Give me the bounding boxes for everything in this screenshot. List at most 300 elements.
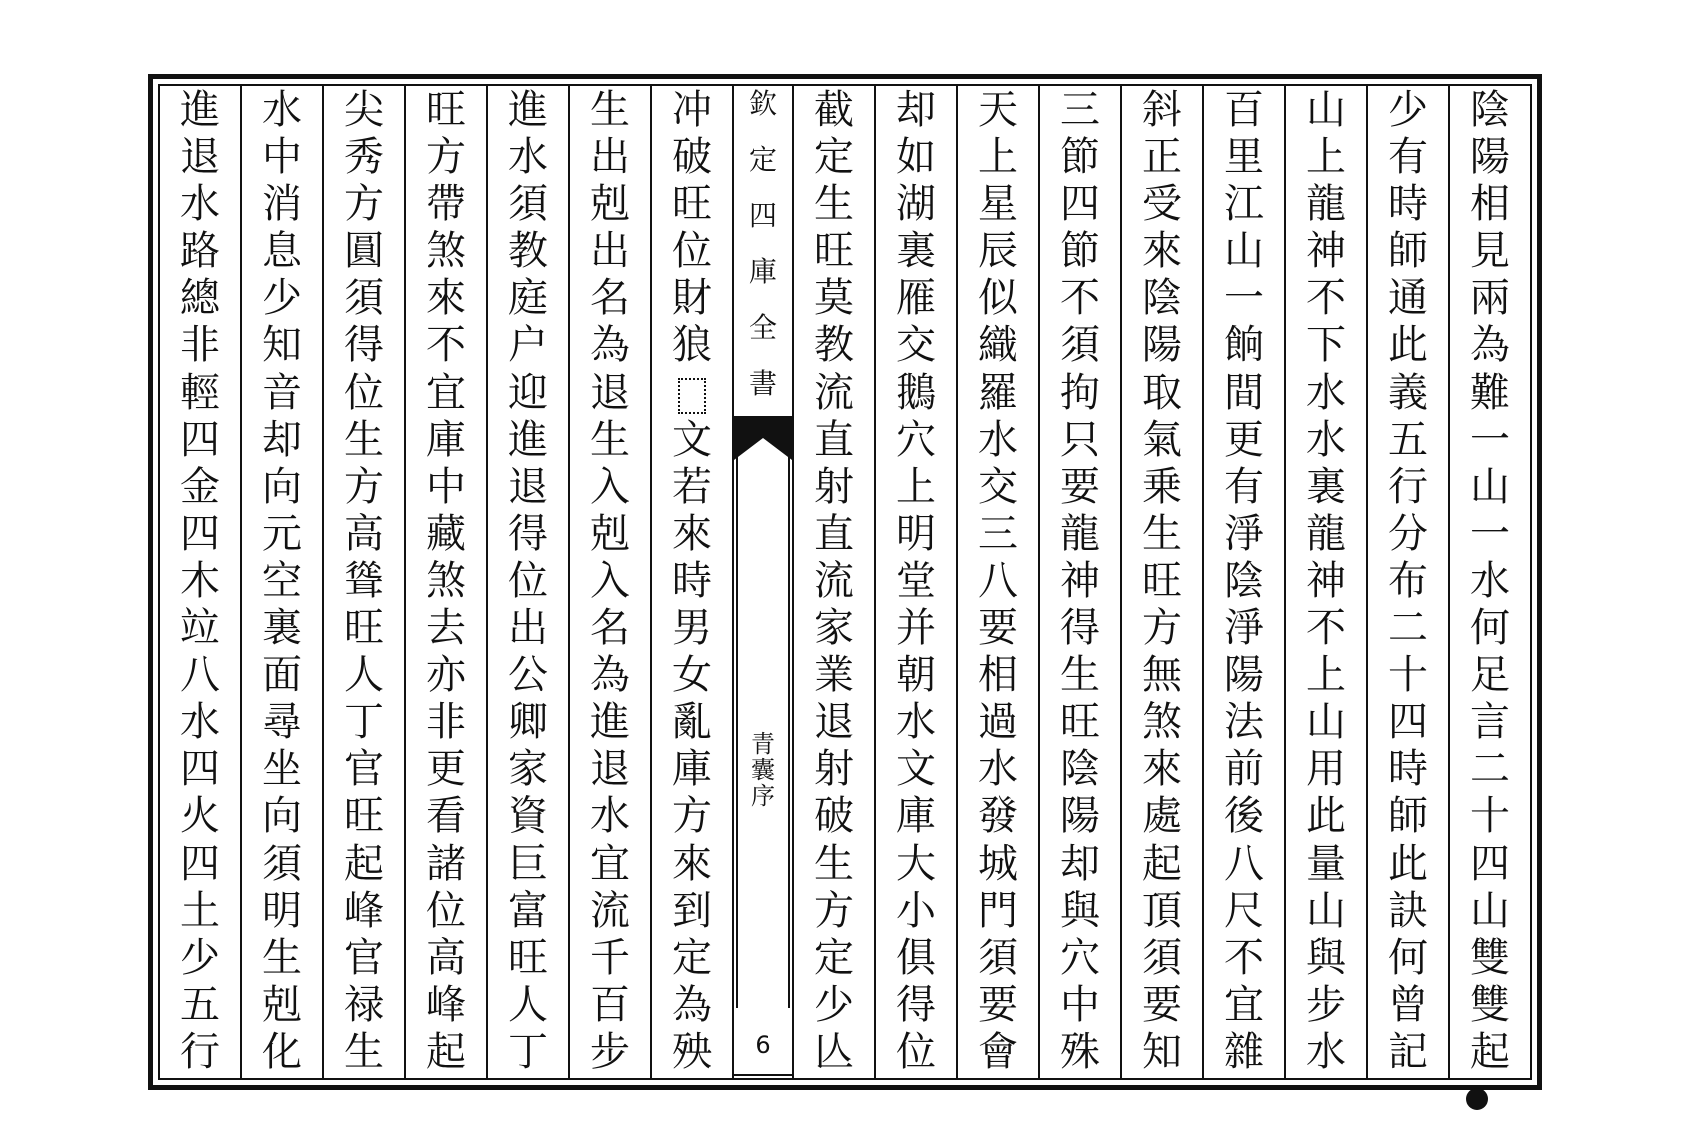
character: 不 [1306, 605, 1346, 652]
character: 為 [1470, 322, 1510, 369]
character: 人 [344, 652, 384, 699]
character: 剋 [590, 510, 630, 557]
character: 并 [896, 605, 936, 652]
character: 家 [508, 746, 548, 793]
character: 户 [508, 322, 548, 369]
character: 方 [426, 134, 466, 181]
character: 位 [896, 1028, 936, 1075]
text-column [1120, 86, 1202, 1078]
character: 總 [180, 275, 220, 322]
character: 量 [1306, 840, 1346, 887]
character: 息 [262, 228, 302, 275]
character: 法 [1224, 699, 1264, 746]
character: 火 [180, 793, 220, 840]
character: 丁 [508, 1028, 548, 1075]
character: 水 [590, 793, 630, 840]
text-grid [158, 84, 1532, 1080]
character: 前 [1224, 746, 1264, 793]
character: 中 [1060, 981, 1100, 1028]
character: 間 [1224, 369, 1264, 416]
text-column [568, 86, 650, 1078]
character: 一 [1470, 510, 1510, 557]
character: 水 [262, 87, 302, 133]
character: 丁 [344, 699, 384, 746]
character: 生 [814, 840, 854, 887]
character: 分 [1388, 510, 1428, 557]
character: 下 [1306, 322, 1346, 369]
character: 處 [1142, 793, 1182, 840]
character: 起 [1142, 840, 1182, 887]
character: 星 [978, 181, 1018, 228]
character: 山 [1306, 887, 1346, 934]
character: 方 [344, 463, 384, 510]
character: 要 [1060, 463, 1100, 510]
character: 四 [1060, 181, 1100, 228]
character: 無 [1142, 652, 1182, 699]
character: 斜 [1142, 87, 1182, 133]
character: 剋 [590, 181, 630, 228]
character: 行 [1388, 463, 1428, 510]
character: 里 [1224, 134, 1264, 181]
book-title-char: 庫 [748, 255, 777, 288]
character: 少 [262, 275, 302, 322]
character: 少 [1388, 87, 1428, 133]
character: 如 [896, 134, 936, 181]
character: 雜 [1224, 1028, 1264, 1075]
fishtail-mark [734, 416, 792, 460]
character: 陽 [1060, 793, 1100, 840]
character: 淨 [1224, 605, 1264, 652]
character: 空 [262, 557, 302, 604]
character: 殃 [672, 1028, 712, 1075]
character: 神 [1306, 228, 1346, 275]
character: 名 [590, 275, 630, 322]
character: 入 [590, 557, 630, 604]
character: 位 [426, 887, 466, 934]
character: 取 [1142, 369, 1182, 416]
character: 却 [896, 87, 936, 133]
character: 只 [1060, 416, 1100, 463]
character: 朝 [896, 652, 936, 699]
character: 家 [814, 605, 854, 652]
character: 去 [426, 605, 466, 652]
character: 湖 [896, 181, 936, 228]
character: 師 [1388, 793, 1428, 840]
character: 山 [1470, 463, 1510, 510]
character: 城 [978, 840, 1018, 887]
character: 煞 [426, 557, 466, 604]
character: 位 [508, 557, 548, 604]
character: 八 [978, 557, 1018, 604]
character: 文 [896, 746, 936, 793]
character: 四 [180, 746, 220, 793]
character: 上 [896, 463, 936, 510]
character: 一 [1470, 416, 1510, 463]
character: 生 [814, 181, 854, 228]
character: 尖 [344, 87, 384, 133]
character: 更 [1224, 416, 1264, 463]
character: 生 [344, 1028, 384, 1075]
character: 退 [590, 746, 630, 793]
character: 百 [1224, 87, 1264, 133]
character: 旺 [344, 793, 384, 840]
character: 更 [426, 746, 466, 793]
character: 水 [508, 134, 548, 181]
character: 方 [344, 181, 384, 228]
section-title [734, 731, 792, 809]
character: 八 [1224, 840, 1264, 887]
character: 財 [672, 275, 712, 322]
character: 向 [262, 463, 302, 510]
character: 氣 [1142, 416, 1182, 463]
character: 生 [590, 416, 630, 463]
character: 煞 [426, 228, 466, 275]
character: 土 [180, 887, 220, 934]
character: 穴 [1060, 934, 1100, 981]
character: 要 [978, 981, 1018, 1028]
character: 定 [814, 934, 854, 981]
character: 須 [978, 934, 1018, 981]
character: 節 [1060, 228, 1100, 275]
character: 庫 [426, 416, 466, 463]
character: 生 [590, 87, 630, 133]
character: 人 [508, 981, 548, 1028]
character: 進 [508, 416, 548, 463]
character: 山 [1470, 887, 1510, 934]
character: 方 [672, 793, 712, 840]
text-column [1038, 86, 1120, 1078]
character: 水 [180, 181, 220, 228]
character: 少 [814, 981, 854, 1028]
character: 元 [262, 510, 302, 557]
character: 何 [1470, 605, 1510, 652]
character: 冲 [672, 87, 712, 133]
character: 雁 [896, 275, 936, 322]
character: 上 [978, 134, 1018, 181]
character: 旺 [672, 181, 712, 228]
character: 進 [590, 699, 630, 746]
character: 生 [1142, 510, 1182, 557]
character: 時 [1388, 181, 1428, 228]
character: 射 [814, 746, 854, 793]
text-column [1366, 86, 1448, 1078]
character: 神 [1306, 557, 1346, 604]
section-title-char: 囊 [751, 756, 775, 784]
character: 出 [508, 605, 548, 652]
character: 裏 [262, 605, 302, 652]
character: 為 [672, 981, 712, 1028]
page-number: 6 [755, 1031, 771, 1059]
character: 官 [344, 746, 384, 793]
character: 官 [344, 934, 384, 981]
character: 定 [672, 934, 712, 981]
text-column [404, 86, 486, 1078]
character: 陰 [1224, 557, 1264, 604]
character: 消 [262, 181, 302, 228]
character: 水 [978, 416, 1018, 463]
character: 小 [896, 887, 936, 934]
character: 退 [814, 699, 854, 746]
character: 門 [978, 887, 1018, 934]
character: 為 [590, 652, 630, 699]
character: 藏 [426, 510, 466, 557]
character: 此 [1306, 793, 1346, 840]
character: 八 [180, 652, 220, 699]
character: 方 [1142, 605, 1182, 652]
character: 神 [1060, 557, 1100, 604]
character: 女 [672, 652, 712, 699]
character: 起 [1470, 1028, 1510, 1075]
character: 須 [344, 275, 384, 322]
character: 金 [180, 463, 220, 510]
character: 天 [978, 87, 1018, 133]
book-title-char: 書 [748, 367, 777, 400]
text-column [792, 86, 874, 1078]
character: 非 [426, 699, 466, 746]
character: 何 [1388, 934, 1428, 981]
character: 十 [1470, 793, 1510, 840]
character: 起 [344, 840, 384, 887]
text-column [240, 86, 322, 1078]
character: 堂 [896, 557, 936, 604]
character: 百 [590, 981, 630, 1028]
character: 水 [1306, 369, 1346, 416]
character: 不 [1306, 275, 1346, 322]
character: 水 [180, 699, 220, 746]
character: 位 [344, 369, 384, 416]
character: 業 [814, 652, 854, 699]
character: 水 [1470, 557, 1510, 604]
character: 到 [672, 887, 712, 934]
character: 得 [1060, 605, 1100, 652]
character: 淨 [1224, 510, 1264, 557]
character [652, 373, 732, 415]
character: 知 [262, 322, 302, 369]
character: 諸 [426, 840, 466, 887]
character: 明 [262, 887, 302, 934]
character: 明 [896, 510, 936, 557]
text-column [956, 86, 1038, 1078]
character: 為 [590, 322, 630, 369]
character: 若 [672, 463, 712, 510]
character: 來 [1142, 228, 1182, 275]
character: 來 [672, 510, 712, 557]
character: 音 [262, 369, 302, 416]
character: 兩 [1470, 275, 1510, 322]
character: 交 [978, 463, 1018, 510]
character: 尺 [1224, 887, 1264, 934]
character: 亾 [814, 1028, 854, 1075]
text-column [322, 86, 404, 1078]
character: 亦 [426, 652, 466, 699]
character: 名 [590, 605, 630, 652]
character: 二 [1388, 605, 1428, 652]
character: 不 [1224, 934, 1264, 981]
character: 須 [1060, 322, 1100, 369]
section-title-char: 序 [751, 782, 775, 810]
character: 來 [426, 275, 466, 322]
character: 不 [426, 322, 466, 369]
text-column [650, 86, 732, 1078]
character: 與 [1060, 887, 1100, 934]
character: 此 [1388, 322, 1428, 369]
text-column [160, 86, 240, 1078]
page-frame [148, 74, 1542, 1090]
character: 羅 [978, 369, 1018, 416]
character: 陰 [1470, 87, 1510, 133]
character: 水 [978, 746, 1018, 793]
section-title-char: 青 [751, 730, 775, 758]
character: 步 [590, 1028, 630, 1075]
character: 須 [1142, 934, 1182, 981]
character: 退 [590, 369, 630, 416]
character: 時 [1388, 746, 1428, 793]
character: 剋 [262, 981, 302, 1028]
character: 拘 [1060, 369, 1100, 416]
character: 相 [1470, 181, 1510, 228]
character: 水 [896, 699, 936, 746]
missing-character-box [678, 378, 706, 414]
character: 江 [1224, 181, 1264, 228]
character: 四 [180, 416, 220, 463]
character: 旺 [814, 228, 854, 275]
character: 節 [1060, 134, 1100, 181]
character: 訣 [1388, 887, 1428, 934]
character: 旺 [426, 87, 466, 133]
character: 庭 [508, 275, 548, 322]
character: 入 [590, 463, 630, 510]
character: 裏 [1306, 463, 1346, 510]
character: 穴 [896, 416, 936, 463]
character: 陰 [1060, 746, 1100, 793]
character: 出 [590, 228, 630, 275]
character: 須 [262, 840, 302, 887]
character: 山 [1306, 87, 1346, 133]
character: 辰 [978, 228, 1018, 275]
character: 流 [814, 557, 854, 604]
text-column [1202, 86, 1284, 1078]
character: 退 [180, 134, 220, 181]
character: 直 [814, 416, 854, 463]
character: 文 [672, 416, 712, 463]
character: 流 [590, 887, 630, 934]
character: 旺 [1142, 557, 1182, 604]
character: 有 [1388, 134, 1428, 181]
character: 流 [814, 369, 854, 416]
character: 却 [1060, 840, 1100, 887]
character: 要 [1142, 981, 1182, 1028]
character: 木 [180, 557, 220, 604]
character: 雙 [1470, 981, 1510, 1028]
character: 陰 [1142, 275, 1182, 322]
character: 與 [1306, 934, 1346, 981]
character: 上 [1306, 134, 1346, 181]
page-number-rule [734, 1074, 792, 1076]
character: 中 [426, 463, 466, 510]
character: 旺 [508, 934, 548, 981]
character: 大 [896, 840, 936, 887]
character: 迎 [508, 369, 548, 416]
character: 二 [1470, 746, 1510, 793]
character: 陽 [1470, 134, 1510, 181]
character: 位 [672, 228, 712, 275]
character: 得 [508, 510, 548, 557]
character: 三 [1060, 87, 1100, 133]
character: 宜 [426, 369, 466, 416]
character: 進 [180, 87, 220, 133]
text-column [1448, 86, 1530, 1078]
character: 義 [1388, 369, 1428, 416]
character: 五 [180, 981, 220, 1028]
character: 見 [1470, 228, 1510, 275]
character: 正 [1142, 134, 1182, 181]
character: 狼 [672, 322, 712, 369]
character: 殊 [1060, 1028, 1100, 1075]
character: 聳 [344, 557, 384, 604]
character: 乗 [1142, 463, 1182, 510]
character: 有 [1224, 463, 1264, 510]
character: 起 [426, 1028, 466, 1075]
character: 化 [262, 1028, 302, 1075]
character: 破 [814, 793, 854, 840]
character: 宜 [590, 840, 630, 887]
character: 言 [1470, 699, 1510, 746]
character: 生 [262, 934, 302, 981]
character: 却 [262, 416, 302, 463]
character: 竝 [180, 605, 220, 652]
character: 上 [1306, 652, 1346, 699]
character: 出 [590, 134, 630, 181]
character: 餉 [1224, 322, 1264, 369]
character: 記 [1388, 1028, 1428, 1075]
book-title-char: 四 [748, 199, 777, 232]
character: 足 [1470, 652, 1510, 699]
character: 亂 [672, 699, 712, 746]
character: 卿 [508, 699, 548, 746]
character: 宜 [1224, 981, 1264, 1028]
character: 龍 [1060, 510, 1100, 557]
character: 生 [1060, 652, 1100, 699]
character: 會 [978, 1028, 1018, 1075]
character: 布 [1388, 557, 1428, 604]
character: 陽 [1224, 652, 1264, 699]
character: 水 [1306, 416, 1346, 463]
character: 尋 [262, 699, 302, 746]
character: 看 [426, 793, 466, 840]
character: 曾 [1388, 981, 1428, 1028]
character: 時 [672, 557, 712, 604]
character: 進 [508, 87, 548, 133]
character: 帶 [426, 181, 466, 228]
character: 後 [1224, 793, 1264, 840]
character: 資 [508, 793, 548, 840]
character: 巨 [508, 840, 548, 887]
text-column [874, 86, 956, 1078]
character: 方 [814, 887, 854, 934]
character: 庫 [896, 793, 936, 840]
character: 面 [262, 652, 302, 699]
character: 得 [344, 322, 384, 369]
character: 山 [1224, 228, 1264, 275]
character: 莫 [814, 275, 854, 322]
character: 截 [814, 87, 854, 133]
character: 通 [1388, 275, 1428, 322]
character: 相 [978, 652, 1018, 699]
character: 水 [1306, 1028, 1346, 1075]
character: 雙 [1470, 934, 1510, 981]
character: 行 [180, 1028, 220, 1075]
character: 難 [1470, 369, 1510, 416]
